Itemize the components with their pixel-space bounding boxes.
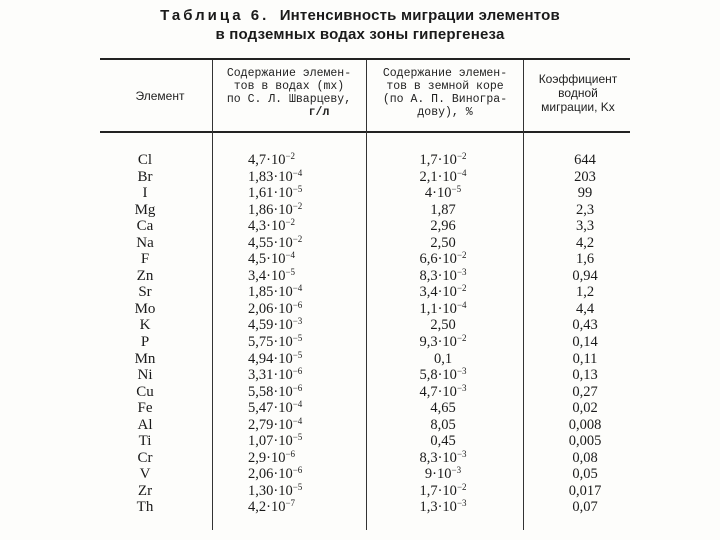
- header-line: Содержание элемен-: [226, 67, 352, 80]
- header-vinogradov: [368, 67, 522, 119]
- shvartsev-cell-exponent: −6: [292, 299, 303, 310]
- vinogradov-cell-value: 4,7·10: [419, 383, 457, 400]
- vinogradov-cell-value: 8,05: [430, 416, 456, 433]
- shvartsev-cell: [248, 483, 358, 499]
- header-element: Элемент: [135, 89, 185, 103]
- kx-cell-value: 0,008: [568, 416, 602, 433]
- element-cell-value: Zr: [137, 482, 153, 499]
- vinogradov-cell-value: 1,7·10: [419, 482, 457, 499]
- kx-cell-value: 0,017: [568, 482, 602, 499]
- header-line: тов в водах (mx): [233, 80, 345, 93]
- element-cell-value: F: [140, 251, 150, 268]
- element-cell: [110, 251, 180, 267]
- shvartsev-cell-value: 1,30·10: [248, 482, 293, 499]
- shvartsev-cell: [248, 284, 358, 300]
- element-cell: [110, 235, 180, 251]
- kx-cell: [530, 202, 640, 218]
- shvartsev-cell-value: 1,85·10: [248, 284, 293, 301]
- element-cell: [110, 334, 180, 350]
- element-cell: [110, 400, 180, 416]
- element-cell-value: I: [142, 185, 148, 202]
- table-title: [150, 6, 570, 44]
- shvartsev-cell-exponent: −2: [285, 217, 296, 228]
- kx-cell-value: 644: [574, 152, 596, 168]
- table-row: [0, 499, 720, 516]
- vinogradov-cell-value: 2,50: [430, 234, 456, 251]
- kx-cell: [530, 367, 640, 383]
- shvartsev-cell-exponent: −5: [285, 266, 296, 277]
- vinogradov-cell-value: 1,3·10: [419, 499, 457, 516]
- shvartsev-cell-value: 4,3·10: [248, 218, 286, 235]
- shvartsev-cell-value: 2,79·10: [248, 416, 293, 433]
- shvartsev-cell: [248, 251, 358, 267]
- vinogradov-cell-value: 1,87: [430, 201, 456, 218]
- shvartsev-cell-exponent: −4: [285, 250, 296, 261]
- shvartsev-cell-value: 5,75·10: [248, 334, 293, 351]
- shvartsev-cell-value: 2,06·10: [248, 300, 293, 317]
- kx-cell: [530, 301, 640, 317]
- shvartsev-cell-value: 4,5·10: [248, 251, 286, 268]
- table-row: [0, 152, 720, 169]
- element-cell: [110, 351, 180, 367]
- table-row: [0, 483, 720, 500]
- element-cell-value: Ni: [137, 367, 153, 384]
- vinogradov-cell: [368, 317, 518, 333]
- header-line: водной: [558, 86, 598, 100]
- vinogradov-cell: [368, 417, 518, 433]
- vinogradov-cell-exponent: −3: [456, 498, 467, 509]
- shvartsev-cell-exponent: −7: [285, 498, 296, 509]
- vinogradov-cell-exponent: −3: [456, 382, 467, 393]
- vinogradov-cell-value: 4,65: [430, 400, 456, 417]
- shvartsev-cell-value: 3,31·10: [248, 367, 293, 384]
- vinogradov-cell-value: 2,96: [430, 218, 456, 235]
- shvartsev-cell: [248, 466, 358, 482]
- element-cell-value: Sr: [138, 284, 152, 301]
- kx-cell: [530, 317, 640, 333]
- table-row: [0, 384, 720, 401]
- kx-cell-value: 2,3: [575, 201, 595, 218]
- shvartsev-cell: [248, 152, 358, 168]
- table-row: [0, 284, 720, 301]
- vinogradov-cell: [368, 301, 518, 317]
- table-row: [0, 334, 720, 351]
- shvartsev-cell-exponent: −2: [285, 151, 296, 161]
- element-cell: [110, 317, 180, 333]
- vinogradov-cell-value: 9·10: [424, 466, 452, 483]
- header-line: г/л: [308, 106, 330, 119]
- table-row: [0, 317, 720, 334]
- vinogradov-cell-exponent: −2: [456, 283, 467, 294]
- kx-cell-value: 0,05: [572, 466, 598, 483]
- vinogradov-cell-exponent: −4: [456, 299, 467, 310]
- kx-cell-value: 0,07: [572, 499, 598, 516]
- shvartsev-cell-value: 4,7·10: [248, 152, 286, 168]
- element-cell: [110, 367, 180, 383]
- vinogradov-cell: [368, 499, 518, 515]
- table-row: [0, 433, 720, 450]
- shvartsev-cell-exponent: −5: [292, 481, 303, 492]
- header-line: по С. Л. Шварцеву,: [226, 93, 352, 106]
- table-row: [0, 185, 720, 202]
- vinogradov-cell: [368, 334, 518, 350]
- table-body: [0, 152, 720, 516]
- kx-cell-value: 0,13: [572, 367, 598, 384]
- kx-cell-value: 0,27: [572, 383, 598, 400]
- element-cell-value: Zn: [136, 267, 154, 284]
- vinogradov-cell-exponent: −3: [456, 266, 467, 277]
- element-cell-value: P: [140, 334, 150, 351]
- shvartsev-cell-value: 1,86·10: [248, 201, 293, 218]
- shvartsev-cell-value: 4,94·10: [248, 350, 293, 367]
- top-rule: [100, 58, 630, 60]
- element-cell-value: K: [139, 317, 151, 334]
- kx-cell: [530, 466, 640, 482]
- header-line: Коэффициент: [538, 72, 618, 86]
- kx-cell-value: 4,4: [575, 300, 595, 317]
- table-title-line2: в подземных водах зоны гипергенеза: [215, 26, 505, 43]
- vinogradov-cell-exponent: −3: [451, 465, 462, 476]
- shvartsev-cell: [248, 384, 358, 400]
- shvartsev-cell-exponent: −5: [292, 349, 303, 360]
- table-row: [0, 450, 720, 467]
- shvartsev-cell-exponent: −4: [292, 283, 303, 294]
- shvartsev-cell: [248, 317, 358, 333]
- kx-cell: [530, 384, 640, 400]
- element-cell: [110, 268, 180, 284]
- shvartsev-cell-value: 1,07·10: [248, 433, 293, 450]
- element-cell: [110, 450, 180, 466]
- shvartsev-cell-value: 3,4·10: [248, 267, 286, 284]
- shvartsev-cell-value: 4,55·10: [248, 234, 293, 251]
- vinogradov-cell: [368, 169, 518, 185]
- element-cell: [110, 417, 180, 433]
- element-cell-value: Cl: [137, 152, 153, 168]
- vinogradov-cell-exponent: −5: [451, 184, 462, 195]
- table-row: [0, 367, 720, 384]
- kx-cell: [530, 417, 640, 433]
- table-title-line1: Интенсивность миграции элементов: [279, 7, 560, 24]
- vinogradov-cell-exponent: −2: [456, 481, 467, 492]
- vinogradov-cell-value: 4·10: [424, 185, 452, 202]
- shvartsev-cell-exponent: −5: [292, 333, 303, 344]
- shvartsev-cell: [248, 499, 358, 515]
- element-cell-value: V: [139, 466, 151, 483]
- shvartsev-cell-exponent: −3: [292, 316, 303, 327]
- shvartsev-cell-value: 1,83·10: [248, 168, 293, 185]
- vinogradov-cell-value: 6,6·10: [419, 251, 457, 268]
- element-cell-value: Ca: [136, 218, 154, 235]
- shvartsev-cell-exponent: −6: [292, 366, 303, 377]
- vinogradov-cell: [368, 268, 518, 284]
- shvartsev-cell-exponent: −4: [292, 167, 303, 178]
- header-line: тов в земной коре: [386, 80, 504, 93]
- element-cell: [110, 301, 180, 317]
- kx-cell: [530, 351, 640, 367]
- vinogradov-cell-value: 8,3·10: [419, 267, 457, 284]
- kx-cell-value: 0,005: [568, 433, 602, 450]
- shvartsev-cell: [248, 400, 358, 416]
- shvartsev-cell: [248, 351, 358, 367]
- element-cell: [110, 433, 180, 449]
- element-cell: [110, 384, 180, 400]
- table-number: Таблица 6.: [160, 7, 270, 24]
- vinogradov-cell-exponent: −2: [456, 333, 467, 344]
- vinogradov-cell-value: 5,8·10: [419, 367, 457, 384]
- table-row: [0, 400, 720, 417]
- table-row: [0, 466, 720, 483]
- element-cell-value: Th: [136, 499, 154, 516]
- vinogradov-cell-value: 1,1·10: [419, 300, 457, 317]
- shvartsev-cell-exponent: −2: [292, 200, 303, 211]
- element-cell: [110, 152, 180, 168]
- kx-cell-value: 0,02: [572, 400, 598, 417]
- shvartsev-cell: [248, 169, 358, 185]
- table-row: [0, 268, 720, 285]
- shvartsev-cell: [248, 218, 358, 234]
- shvartsev-cell-exponent: −4: [292, 399, 303, 410]
- shvartsev-cell: [248, 268, 358, 284]
- shvartsev-cell-value: 1,61·10: [248, 185, 293, 202]
- header-coefficient: [526, 72, 630, 114]
- vinogradov-cell-value: 2,50: [430, 317, 456, 334]
- kx-cell-value: 1,2: [575, 284, 595, 301]
- shvartsev-cell-value: 5,58·10: [248, 383, 293, 400]
- table-row: [0, 251, 720, 268]
- shvartsev-cell-value: 4,2·10: [248, 499, 286, 516]
- vinogradov-cell-exponent: −3: [456, 366, 467, 377]
- vinogradov-cell-value: 0,1: [433, 350, 453, 367]
- vinogradov-cell-value: 0,45: [430, 433, 456, 450]
- element-cell-value: Cu: [136, 383, 154, 400]
- header-rule: [100, 131, 630, 133]
- vinogradov-cell-value: 2,1·10: [419, 168, 457, 185]
- vinogradov-cell: [368, 450, 518, 466]
- table-row: [0, 169, 720, 186]
- element-cell-value: Al: [137, 416, 153, 433]
- kx-cell-value: 1,6: [575, 251, 595, 268]
- kx-cell-value: 99: [577, 185, 593, 202]
- element-cell: [110, 466, 180, 482]
- vinogradov-cell: [368, 400, 518, 416]
- table-row: [0, 351, 720, 368]
- table-row: [0, 417, 720, 434]
- kx-cell-value: 3,3: [575, 218, 595, 235]
- shvartsev-cell: [248, 334, 358, 350]
- element-cell: [110, 499, 180, 515]
- kx-cell: [530, 169, 640, 185]
- shvartsev-cell-value: 5,47·10: [248, 400, 293, 417]
- kx-cell: [530, 284, 640, 300]
- kx-cell: [530, 218, 640, 234]
- table-row: [0, 301, 720, 318]
- kx-cell-value: 0,94: [572, 267, 598, 284]
- vinogradov-cell: [368, 202, 518, 218]
- kx-cell: [530, 450, 640, 466]
- vinogradov-cell-value: 8,3·10: [419, 449, 457, 466]
- shvartsev-cell-exponent: −6: [285, 448, 296, 459]
- kx-cell: [530, 152, 640, 168]
- shvartsev-cell: [248, 367, 358, 383]
- kx-cell: [530, 499, 640, 515]
- vinogradov-cell-value: 3,4·10: [419, 284, 457, 301]
- vinogradov-cell: [368, 284, 518, 300]
- shvartsev-cell: [248, 301, 358, 317]
- kx-cell: [530, 400, 640, 416]
- table-row: [0, 235, 720, 252]
- kx-cell-value: 203: [574, 168, 596, 185]
- element-cell-value: Na: [136, 234, 154, 251]
- element-cell-value: Br: [137, 168, 153, 185]
- vinogradov-cell-exponent: −2: [456, 250, 467, 261]
- shvartsev-cell-exponent: −4: [292, 415, 303, 426]
- vinogradov-cell-exponent: −2: [456, 151, 467, 161]
- kx-cell: [530, 251, 640, 267]
- vinogradov-cell: [368, 384, 518, 400]
- kx-cell-value: 0,14: [572, 334, 598, 351]
- shvartsev-cell-value: 2,9·10: [248, 449, 286, 466]
- shvartsev-cell: [248, 417, 358, 433]
- element-cell-value: Mo: [134, 300, 156, 317]
- vinogradov-cell: [368, 152, 518, 168]
- shvartsev-cell: [248, 235, 358, 251]
- vinogradov-cell: [368, 466, 518, 482]
- vinogradov-cell-value: 1,7·10: [419, 152, 457, 168]
- vinogradov-cell-exponent: −3: [456, 448, 467, 459]
- shvartsev-cell-value: 4,59·10: [248, 317, 293, 334]
- shvartsev-cell-exponent: −5: [292, 184, 303, 195]
- header-shvartsev: [214, 67, 364, 119]
- vinogradov-cell: [368, 433, 518, 449]
- shvartsev-cell-exponent: −6: [292, 465, 303, 476]
- element-cell-value: Ti: [138, 433, 152, 450]
- kx-cell-value: 0,08: [572, 449, 598, 466]
- header-line: дову), %: [417, 106, 473, 119]
- element-cell-value: Mg: [134, 201, 156, 218]
- kx-cell-value: 0,11: [572, 350, 598, 367]
- kx-cell: [530, 268, 640, 284]
- element-cell: [110, 483, 180, 499]
- header-line: миграции, Kx: [541, 100, 615, 114]
- shvartsev-cell: [248, 185, 358, 201]
- shvartsev-cell-exponent: −2: [292, 233, 303, 244]
- element-cell: [110, 185, 180, 201]
- kx-cell-value: 4,2: [575, 234, 595, 251]
- vinogradov-cell: [368, 351, 518, 367]
- element-cell: [110, 202, 180, 218]
- kx-cell: [530, 483, 640, 499]
- vinogradov-cell: [368, 218, 518, 234]
- kx-cell: [530, 235, 640, 251]
- vinogradov-cell-value: 9,3·10: [419, 334, 457, 351]
- element-cell: [110, 169, 180, 185]
- kx-cell: [530, 334, 640, 350]
- element-cell: [110, 284, 180, 300]
- element-cell-value: Fe: [137, 400, 153, 417]
- vinogradov-cell: [368, 483, 518, 499]
- vinogradov-cell-exponent: −4: [456, 167, 467, 178]
- kx-cell-value: 0,43: [572, 317, 598, 334]
- header-line: Содержание элемен-: [382, 67, 508, 80]
- table-row: [0, 202, 720, 219]
- element-cell-value: Cr: [137, 449, 153, 466]
- header-line: (по А. П. Виногра-: [382, 93, 508, 106]
- shvartsev-cell-value: 2,06·10: [248, 466, 293, 483]
- element-cell: [110, 218, 180, 234]
- vinogradov-cell: [368, 367, 518, 383]
- vinogradov-cell: [368, 185, 518, 201]
- shvartsev-cell-exponent: −6: [292, 382, 303, 393]
- kx-cell: [530, 185, 640, 201]
- element-cell-value: Mn: [134, 350, 156, 367]
- vinogradov-cell: [368, 251, 518, 267]
- kx-cell: [530, 433, 640, 449]
- shvartsev-cell: [248, 433, 358, 449]
- vinogradov-cell: [368, 235, 518, 251]
- shvartsev-cell: [248, 450, 358, 466]
- shvartsev-cell-exponent: −5: [292, 432, 303, 443]
- table-row: [0, 218, 720, 235]
- shvartsev-cell: [248, 202, 358, 218]
